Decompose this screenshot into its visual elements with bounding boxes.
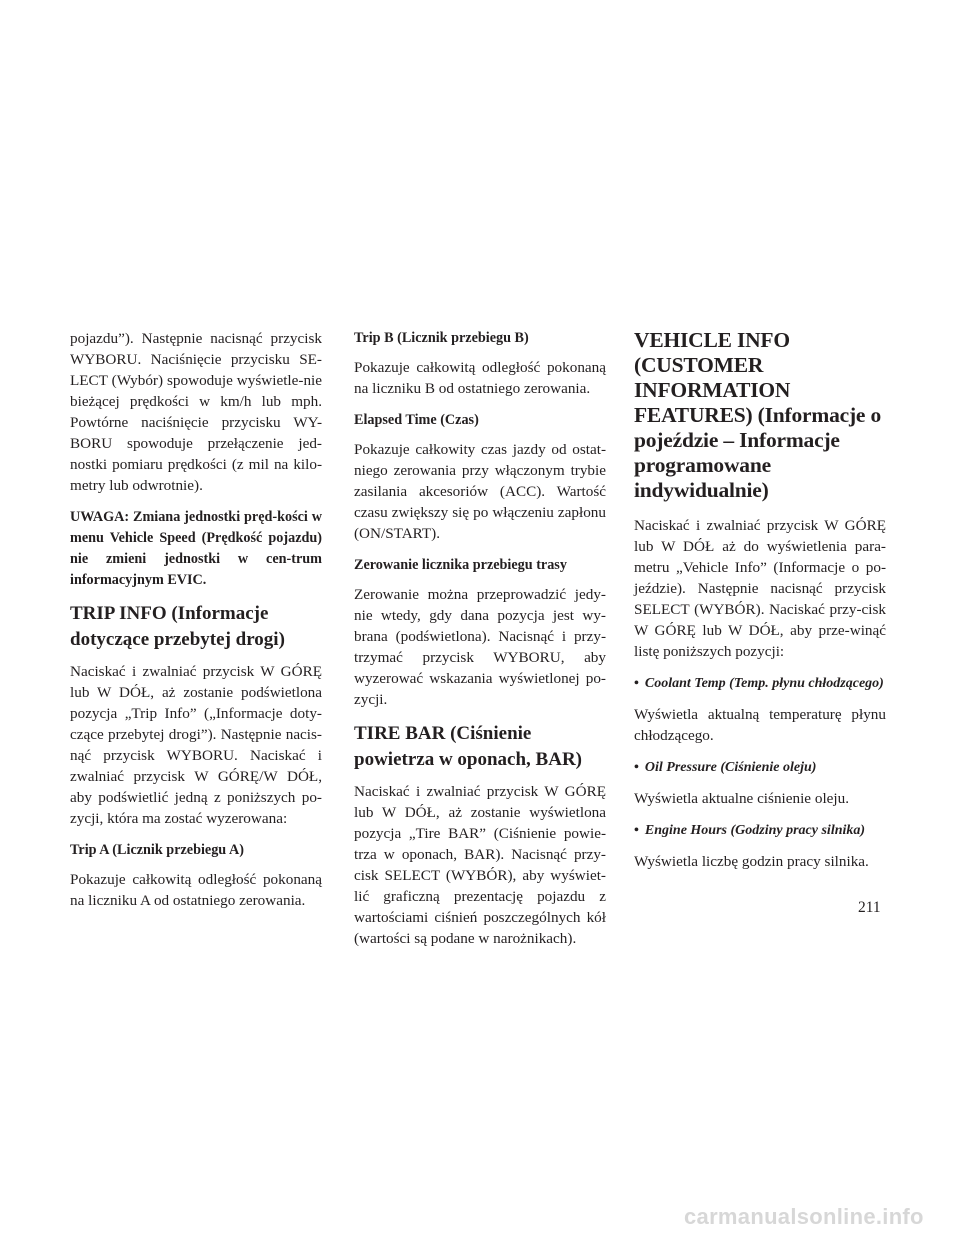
bullet-icon: • [634,760,639,775]
intro-paragraph: pojazdu”). Następnie nacisnąć przycisk WYBORU. Naciśnięcie przycisku SE-LECT (Wybór) spowoduje wyświetle-nie bieżącej prędkości w km/h lub mph. Powtórne naciśnięcie przycisku WY-BORU spowoduje przełączenie jed-nostki pomiaru prędkości (z mil na kilo-metry lub odwrotnie). [70,330,322,494]
trip-info-heading: TRIP INFO (Informacje dotyczące przebytej drogi) [70,603,285,650]
trip-a-title: Trip A (Licznik przebiegu A) [70,842,244,858]
elapsed-time-text: Pokazuje całkowity czas jazdy od ostat-niego zerowania przy włączonym trybie zasilania akcesoriów (ACC). Wartość czasu zwiększy się po włączeniu zapłonu (ON/START). [354,441,606,542]
bullet-icon: • [634,823,639,838]
page-number: 211 [858,899,881,916]
watermark: carmanualsonline.info [684,1204,924,1229]
trip-info-body: Naciskać i zwalniać przycisk W GÓRĘ lub W DÓŁ, aż zostanie podświetlona pozycja „Trip Info” („Informacje doty-czące przebytej drogi”). Następnie nacis-nąć przycisk WYBORU. Naciskać i zwalniać przycisk W GÓRĘ/W DÓŁ, aby podświetlić jedną z poniższych po-zycji, która ma zostać wyzerowana: [70,663,322,827]
oil-pressure-title: Oil Pressure (Ciśnienie oleju) [644,760,817,775]
elapsed-time-title: Elapsed Time (Czas) [354,412,479,428]
trip-a-text: Pokazuje całkowitą odległość pokonaną na liczniku A od ostatniego zerowania. [70,871,322,909]
column-middle [354,328,606,960]
trip-b-title: Trip B (Licznik przebiegu B) [354,330,529,346]
oil-pressure-text: Wyświetla aktualne ciśnienie oleju. [634,790,850,807]
tire-bar-text: Naciskać i zwalniać przycisk W GÓRĘ lub W DÓŁ, aż zostanie wyświetlona pozycja „Tire BAR” (Ciśnienie powie-trza w oponach, BAR). Nacisnąć przy-cisk SELECT (WYBÓR), aby wyświet-lić graficzną prezentację pojazdu z wartościami ciśnień poszczególnych kół (wartości są podane w narożnikach). [354,783,606,947]
note-paragraph: UWAGA: Zmiana jednostki pręd-kości w menu Vehicle Speed (Prędkość pojazdu) nie zmieni jednostki w cen-trum informacyjnym EVIC. [70,509,322,588]
engine-hours-title: Engine Hours (Godziny pracy silnika) [644,823,866,838]
trip-reset-title: Zerowanie licznika przebiegu trasy [354,557,567,573]
coolant-temp-title: Coolant Temp (Temp. płynu chłodzącego) [644,676,884,691]
bullet-icon: • [634,676,639,691]
engine-hours-item [634,820,886,841]
column-left [70,328,322,922]
trip-reset-text: Zerowanie można przeprowadzić jedy-nie wtedy, gdy dana pozycja jest wy-brana (podświetlona). Nacisnąć i przy-trzymać przycisk WYBORU, aby wyzerować wskazania wyświetlonej po-zycji. [354,586,606,708]
coolant-temp-text: Wyświetla aktualną temperaturę płynu chłodzącego. [634,706,886,744]
column-right [634,328,886,883]
vehicle-info-heading: VEHICLE INFO (CUSTOMER INFORMATION FEATURES) (Informacje o pojeździe – Informacje programowane indywidualnie) [634,328,881,502]
engine-hours-text: Wyświetla liczbę godzin pracy silnika. [634,853,869,870]
oil-pressure-item [634,757,886,778]
vehicle-info-intro: Naciskać i zwalniać przycisk W GÓRĘ lub W DÓŁ aż do wyświetlenia para-metru „Vehicle Info” (Informacje o po-jeździe). Następnie nacisnąć przycisk SELECT (WYBÓR). Naciskać przy-cisk W GÓRĘ lub W DÓŁ, aby prze-winąć listę poniższych pozycji: [634,517,886,660]
coolant-temp-item [634,673,886,694]
trip-b-text: Pokazuje całkowitą odległość pokonaną na liczniku B od ostatniego zerowania. [354,359,606,397]
tire-bar-heading: TIRE BAR (Ciśnienie powietrza w oponach, BAR) [354,723,582,770]
